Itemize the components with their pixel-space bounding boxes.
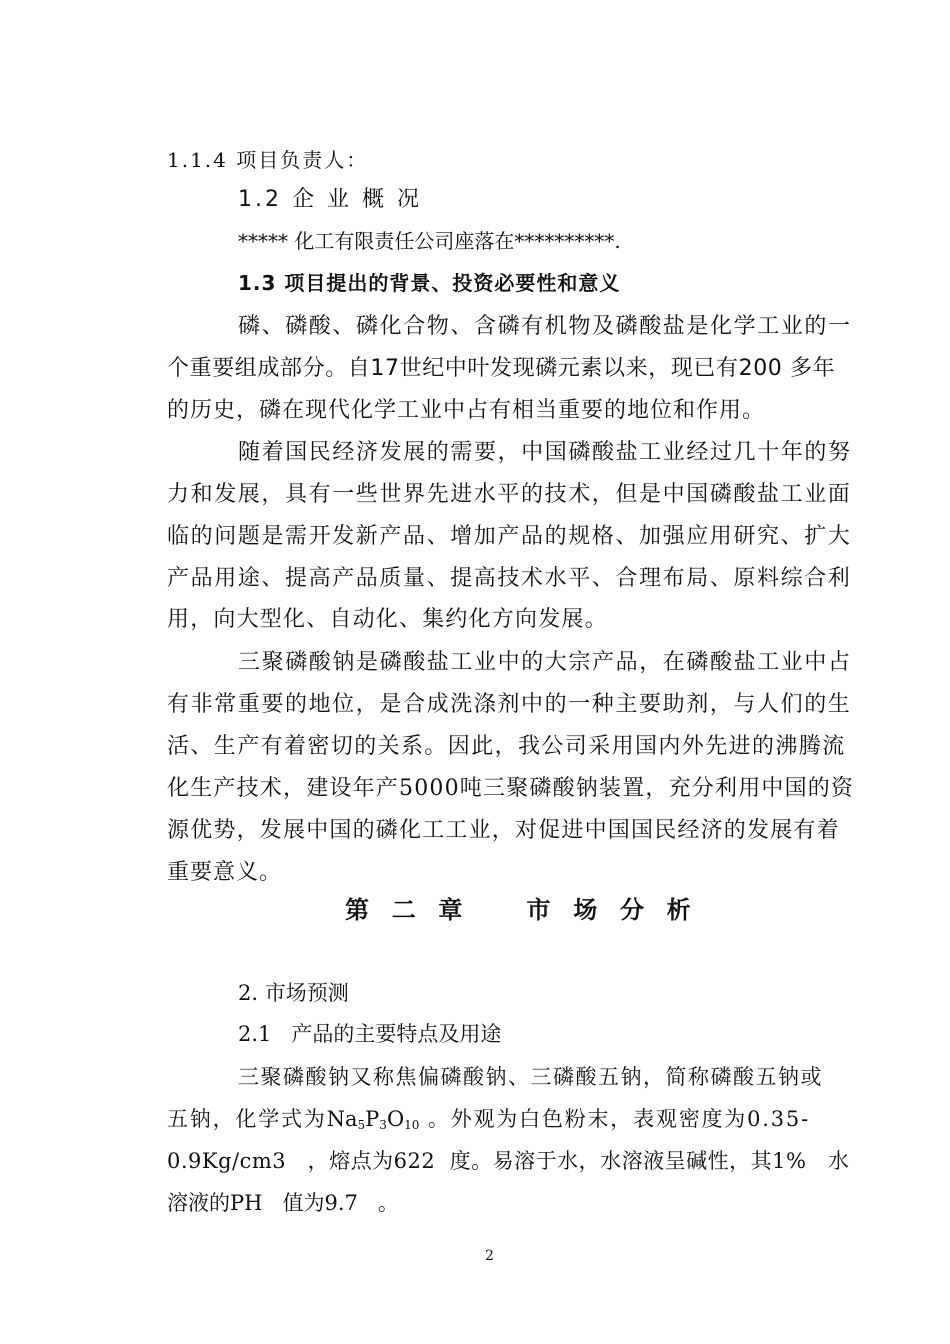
para2-line: 随着国民经济发展的需要，中国磷酸盐工业经过几十年的努	[238, 440, 852, 465]
para1-line: 的历史，磷在现代化学工业中占有相当重要的地位和作用。	[167, 398, 766, 423]
para4-line	[167, 1104, 810, 1140]
para4-line: 三聚磷酸钠又称焦偏磷酸钠、三磷酸五钠，简称磷酸五钠或	[238, 1065, 823, 1089]
para2-line: 用，向大型化、自动化、集约化方向发展。	[167, 607, 608, 632]
chapter-2-title: 第 二 章 市 场 分 析	[345, 896, 693, 924]
para4-line2-post: 。外观为白色粉末，表观密度为0.35-	[419, 1107, 810, 1131]
company-location-line: ***** 化工有限责任公司座落在**********.	[238, 229, 621, 253]
chemical-formula: $Na_5P_3O_{10}$	[326, 1107, 420, 1132]
heading-1-3: 1.3 项目提出的背景、投资必要性和意义	[238, 271, 621, 295]
heading-1-1-4: 1.1.4 项目负责人：	[167, 148, 369, 172]
para3-line: 重要意义。	[167, 860, 283, 885]
para3-line: 活、生产有着密切的关系。因此，我公司采用国内外先进的沸腾流	[167, 734, 846, 759]
para2-line: 临的问题是需开发新产品、增加产品的规格、加强应用研究、扩大	[167, 524, 852, 549]
para3-line: 三聚磷酸钠是磷酸盐工业中的大宗产品，在磷酸盐工业中占	[238, 650, 852, 675]
page-number: 2	[485, 1248, 494, 1264]
para4-line2-pre: 五钠，化学式为	[167, 1107, 327, 1131]
para2-line: 产品用途、提高产品质量、提高技术水平、合理布局、原料综合利	[167, 566, 852, 591]
para3-line: 源优势，发展中国的磷化工工业，对促进中国国民经济的发展有着	[167, 818, 840, 843]
section-2-heading: 2. 市场预测	[238, 981, 349, 1005]
para1-line: 磷、磷酸、磷化合物、含磷有机物及磷酸盐是化学工业的一	[238, 314, 852, 339]
section-2-1-heading: 2.1 产品的主要特点及用途	[238, 1022, 502, 1046]
para2-line: 力和发展，具有一些世界先进水平的技术，但是中国磷酸盐工业面	[167, 482, 852, 507]
para1-line: 个重要组成部分。自17世纪中叶发现磷元素以来，现已有200 多年	[167, 356, 836, 381]
para4-line: 0.9Kg/cm3 ，熔点为622 度。易溶于水，水溶液呈碱性，其1% 水	[167, 1149, 850, 1173]
para4-line: 溶液的PH 值为9.7 。	[167, 1191, 399, 1215]
para3-line: 化生产技术，建设年产5000吨三聚磷酸钠装置，充分利用中国的资	[167, 776, 855, 801]
heading-1-2: 1.2 企 业 概 况	[238, 187, 422, 212]
para3-line: 有非常重要的地位，是合成洗涤剂中的一种主要助剂，与人们的生	[167, 692, 852, 717]
